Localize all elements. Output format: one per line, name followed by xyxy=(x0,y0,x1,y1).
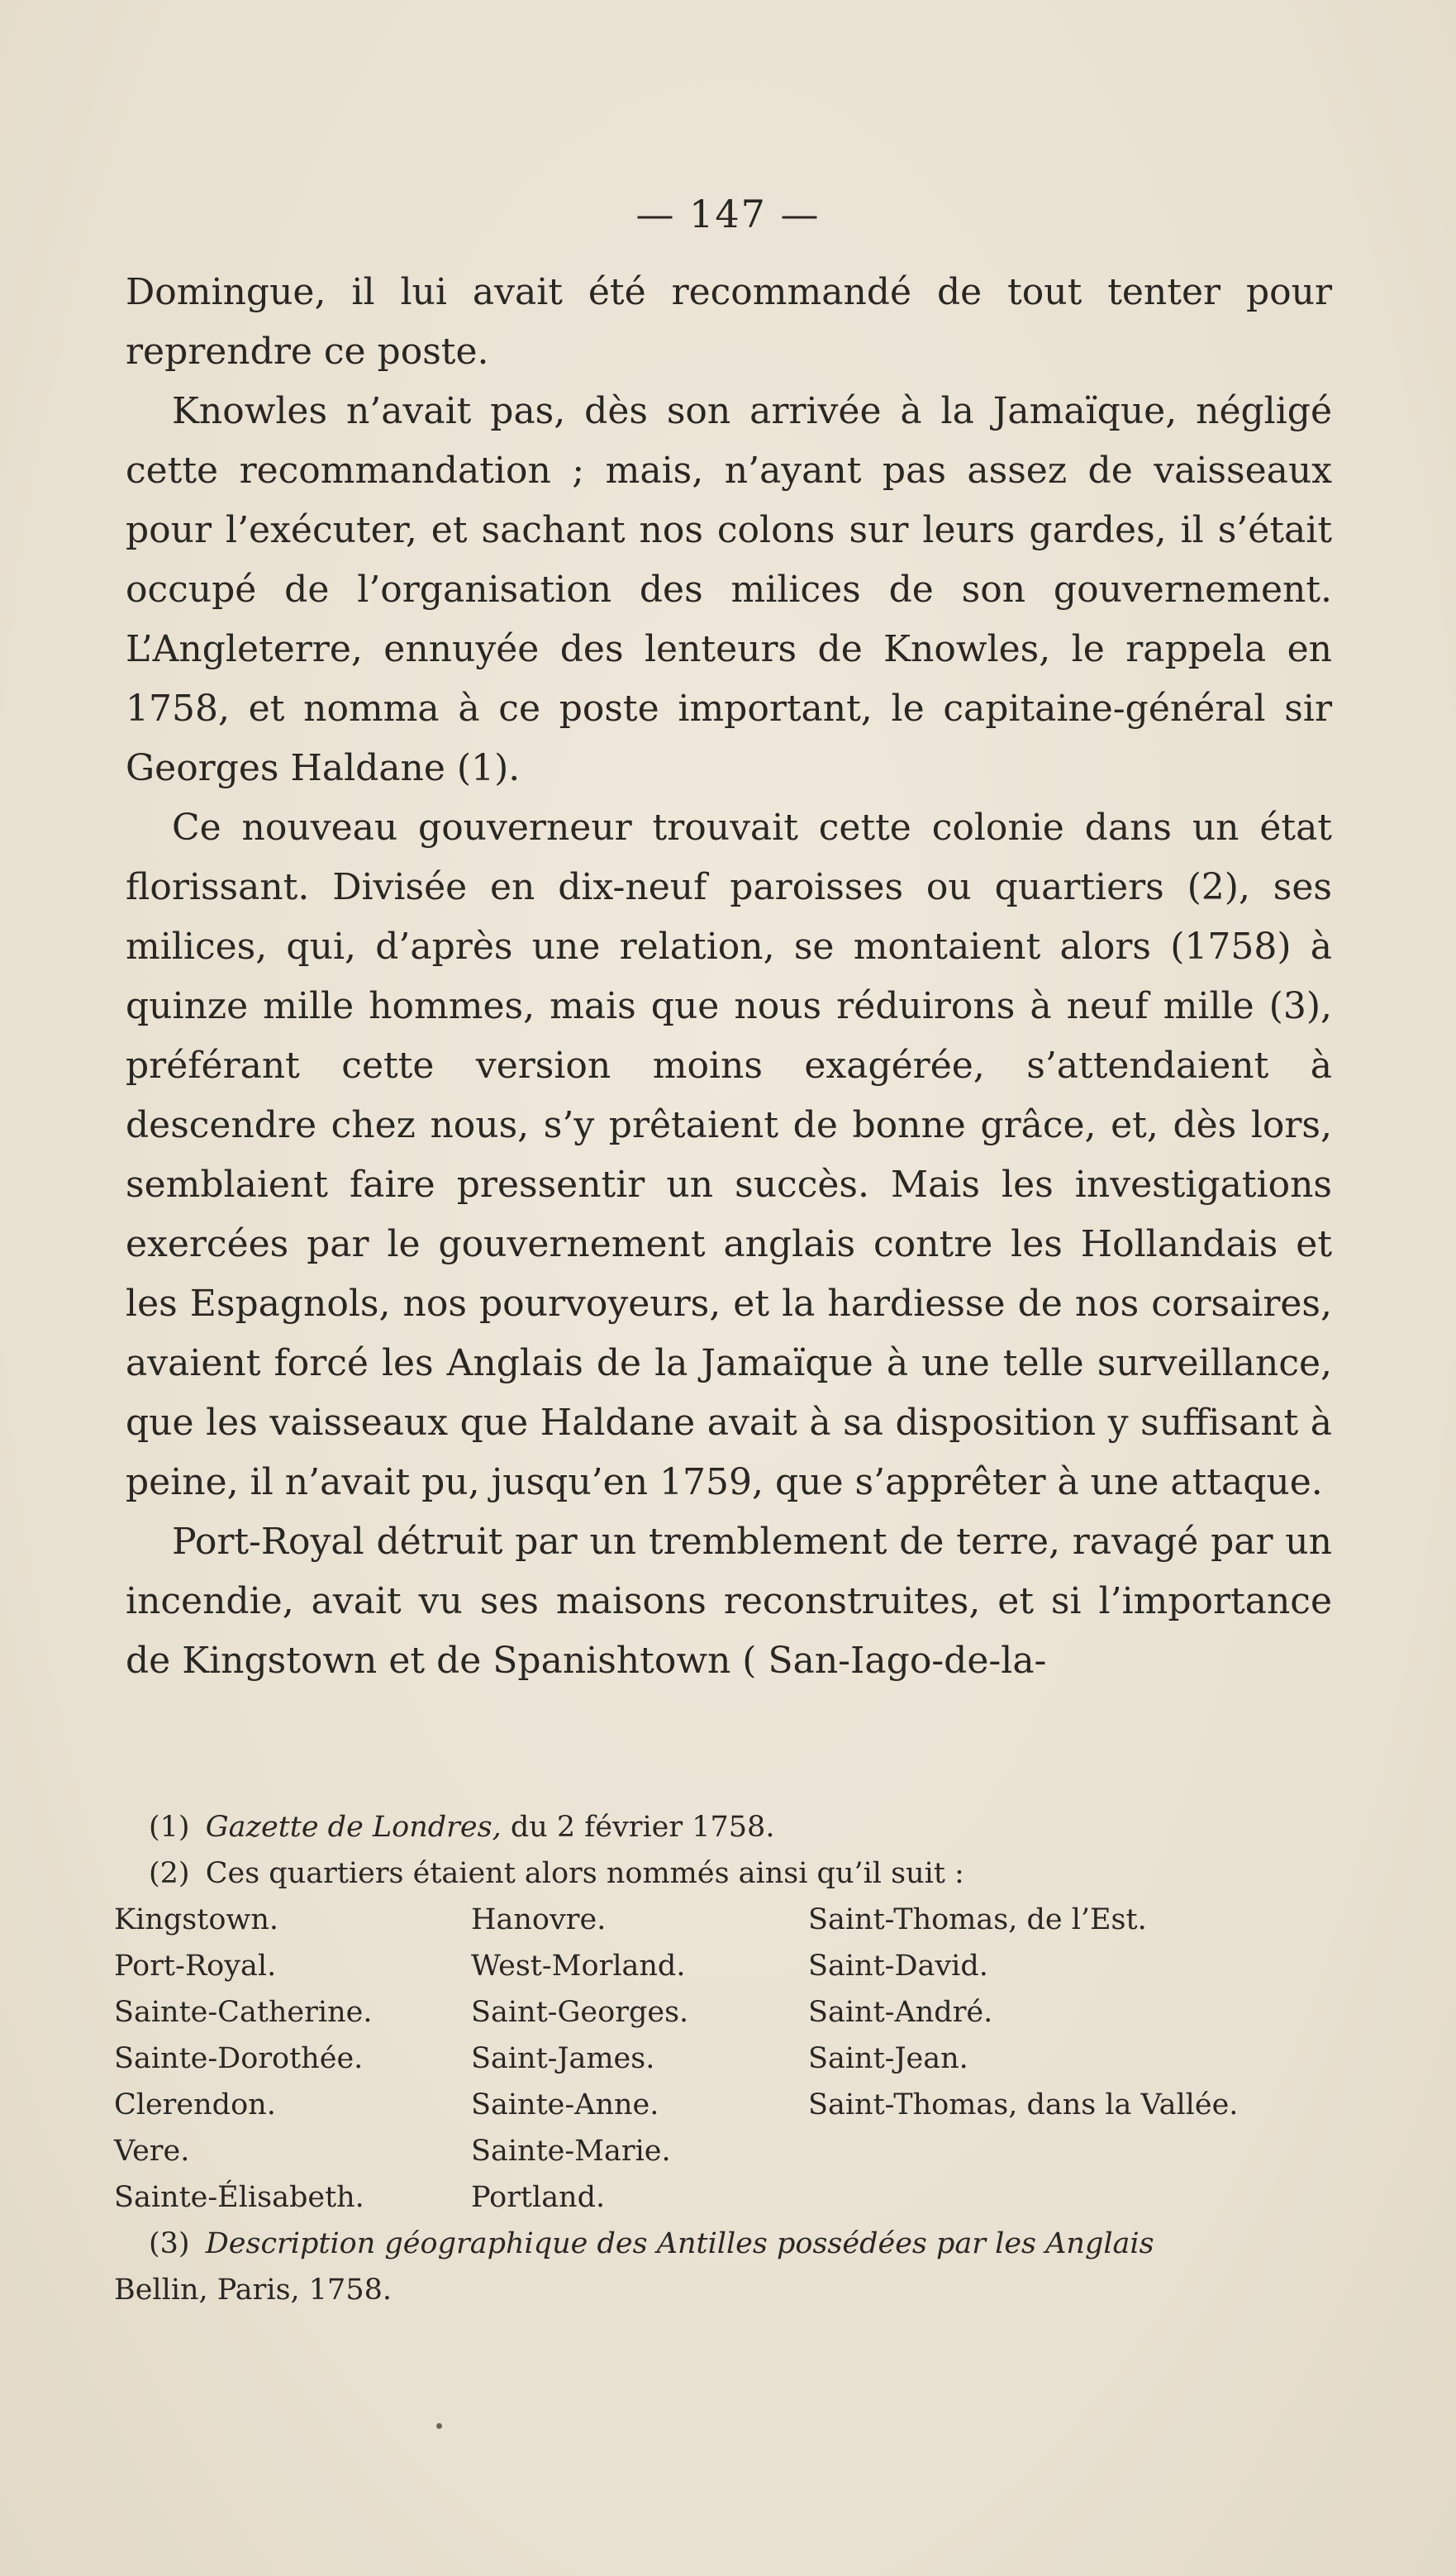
quarter-item: Saint-André. xyxy=(808,1996,993,2029)
paragraph-3: Ce nouveau gouverneur trouvait cette colonie dans un état florissant. Divisée en dix-neuf paroisses ou quartiers (2), ses milices, qui, d’après une relation, se montaient alors (1758) à quinze mille hommes, mais que nous réduirons à neuf mille (3), préférant cette version moins exagérée, s’attendaient à descendre chez nous, s’y prêtaient de bonne grâce, et, dès lors, semblaient faire pressentir un succès. Mais les investigations exercées par le gouvernement anglais contre les Hollandais et les Espagnols, nos pourvoyeurs, et la hardiesse de nos corsaires, avaient forcé les Anglais de la Jamaïque à une telle surveillance, que les vaisseaux que Haldane avait à sa disposition y suffisant à peine, il n’avait pu, jusqu’en 1759, que s’apprêter à une attaque. xyxy=(126,807,1332,1503)
quarter-item: Portland. xyxy=(471,2181,606,2214)
quarter-item: Saint-David. xyxy=(808,1950,988,1983)
footnote-1-date: du 2 février 1758. xyxy=(510,1811,775,1844)
paragraph-4: Port-Royal détruit par un tremblement de terre, ravagé par un incendie, avait vu ses maisons reconstruites, et si l’importance de Kingstown et de Spanishtown ( San-Iago-de-la- xyxy=(126,1521,1332,1682)
ink-speck xyxy=(436,2423,442,2429)
quarter-item: Sainte-Catherine. xyxy=(114,1996,373,2029)
quarters-column-3 xyxy=(808,1897,1337,2221)
quarter-item: Sainte-Élisabeth. xyxy=(114,2181,364,2214)
quarter-item: Saint-Jean. xyxy=(808,2042,968,2075)
footnote-3-ref: (3) xyxy=(149,2227,190,2260)
quarter-item: Saint-Thomas, de l’Est. xyxy=(808,1903,1147,1936)
footnote-1-ref: (1) xyxy=(149,1811,190,1844)
quarters-column-2 xyxy=(471,1897,808,2221)
quarter-item: Hanovre. xyxy=(471,1903,607,1936)
quarter-item: Saint-Georges. xyxy=(471,1996,689,2029)
body-text xyxy=(126,263,1332,1691)
quarters-list xyxy=(114,1897,1337,2221)
quarter-item: Saint-Thomas, dans la Vallée. xyxy=(808,2088,1239,2121)
quarter-item: Sainte-Anne. xyxy=(471,2088,659,2121)
paragraph-1: Domingue, il lui avait été recommandé de tout tenter pour reprendre ce poste. xyxy=(126,271,1332,373)
footnote-1 xyxy=(114,1804,1337,1850)
footnote-3-imprint: Bellin, Paris, 1758. xyxy=(114,2274,392,2307)
paragraph-2: Knowles n’avait pas, dès son arrivée à la Jamaïque, négligé cette recommandation ; mais, n’ayant pas assez de vaisseaux pour l’exécuter, et sachant nos colons sur leurs gardes, il s’était occupé de l’organisation des milices de son gouvernement. L’Angleterre, ennuyée des lenteurs de Knowles, le rappela en 1758, et nomma à ce poste important, le capitaine-général sir Georges Haldane (1). xyxy=(126,390,1332,789)
quarters-column-1 xyxy=(114,1897,471,2221)
footnote-2 xyxy=(114,1850,1337,1897)
footnote-2-ref: (2) xyxy=(149,1857,190,1890)
footnote-1-source: Gazette de Londres, xyxy=(205,1811,502,1844)
quarter-item: West-Morland. xyxy=(471,1950,686,1983)
footnote-3-title: Description géographique des Antilles possédées par les Anglais xyxy=(205,2227,1154,2260)
quarter-item: Sainte-Dorothée. xyxy=(114,2042,364,2075)
footnote-3 xyxy=(114,2221,1337,2267)
quarter-item: Port-Royal. xyxy=(114,1950,277,1983)
quarter-item: Kingstown. xyxy=(114,1903,279,1936)
footnotes xyxy=(114,1804,1337,2313)
footnote-2-text: Ces quartiers étaient alors nommés ainsi qu’il suit : xyxy=(205,1857,964,1890)
quarter-item: Vere. xyxy=(114,2135,190,2168)
quarter-item: Sainte-Marie. xyxy=(471,2135,671,2168)
quarter-item: Saint-James. xyxy=(471,2042,655,2075)
page-number: — 147 — xyxy=(635,192,821,236)
quarter-item: Clerendon. xyxy=(114,2088,276,2121)
